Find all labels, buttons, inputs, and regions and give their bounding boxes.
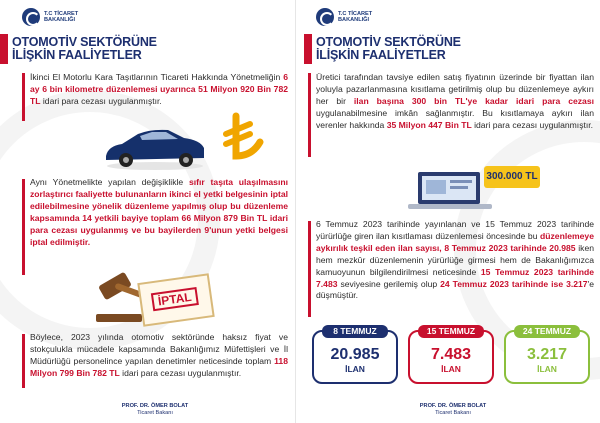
title-line-1: OTOMOTİV SEKTÖRÜNE bbox=[316, 35, 461, 49]
paragraph-rule bbox=[308, 73, 311, 157]
paragraph-2: 6 Temmuz 2023 tarihinde yayınlanan ve 15 Temmuz 2023 tarihinde yürürlüğe giren ilan kısıtlaması düzenlemesi öncesinde bu düzenlemeye aykırılık teşkil eden ilan sayısı, 8 Temmuz 2023 tarihinde 20.985 iken hem mezkûr düzenlemenin yürürlüğe girmesi hem de Bakanlığımızca kamuoyunun bilgilendirilmesi neticesinde 15 Temmuz 2023 tarihinde 7.483 seviyesine gerilemiş olup 24 Temmuz 2023 tarihinde ise 3.217'e düşmüştür. bbox=[316, 219, 594, 301]
paragraph-rule bbox=[22, 179, 25, 275]
ministry-logo-text: T.C TİCARET BAKANLIĞI bbox=[44, 10, 79, 23]
counter-value: 7.483 bbox=[430, 346, 472, 363]
paragraph-3: Böylece, 2023 yılında otomotiv sektöründe haksız fiyat ve stokçulukla mücadele kapsamında Bakanlığımız Müfettişleri ve İl Müdürlüğü personelince yapılan denetimler neticesinde toplam 118 Milyon 799 Bin 782 TL idari para cezası uygulanmıştır. bbox=[30, 332, 288, 378]
counter-label: 15 TEMMUZ bbox=[418, 325, 484, 338]
ministry-logo bbox=[22, 8, 90, 26]
counter-unit: İLAN bbox=[537, 364, 557, 374]
paragraph-1: Üretici tarafından tavsiye edilen satış fiyatının üzerinde bir fiyattan ilan yoluyla pazarlanmasına kısıtlama getirilmiş olup bu düzenlemeye aykırı her bir ilan başına 300 bin TL'ye kadar idari para cezası uygulanabilmesine imkân sağlanmıştır. Bu kısıtlamaya aykırı ilan verenler hakkında 35 Milyon 447 Bin TL idari para cezası uygulanmıştır. bbox=[316, 72, 594, 130]
paragraph-rule bbox=[308, 221, 311, 317]
title-accent-bar bbox=[304, 34, 312, 64]
page-title bbox=[12, 36, 157, 62]
fine-badge: 300.000 TL bbox=[484, 166, 540, 188]
counter-label: 24 TEMMUZ bbox=[514, 325, 580, 338]
cancel-stamp: İPTAL bbox=[151, 287, 199, 311]
title-line-1: OTOMOTİV SEKTÖRÜNE bbox=[12, 35, 157, 49]
paragraph-2: Aynı Yönetmelikte yapılan değişiklikle sıfır taşıta ulaşılmasını zorlaştırıcı faaliyette bulunanların ikinci el yetki belgesinin iptal edilebilmesine yönelik düzenleme yapılmış olup bu düzenleme kapsamında 14 yetkili bayiye toplam 66 Milyon 879 Bin TL idari para cezası uygulanmış ve bu bayilerden 9'unun yetki belgesi iptal edilmiştir. bbox=[30, 177, 288, 247]
left-page bbox=[0, 0, 296, 423]
paragraph-1: İkinci El Motorlu Kara Taşıtlarının Ticareti Hakkında Yönetmeliğin 6 ay 6 bin kilometre düzenlemesi uyarınca 51 Milyon 920 Bin 782 TL idari para cezası uygulanmıştır. bbox=[30, 72, 288, 106]
signature-block bbox=[398, 403, 508, 417]
signatory-name: PROF. DR. ÖMER BOLAT bbox=[419, 403, 487, 409]
right-page bbox=[304, 0, 600, 423]
ministry-emblem-icon bbox=[22, 8, 40, 26]
title-line-2: İLİŞKİN FAALİYETLER bbox=[12, 48, 142, 62]
counter-value: 20.985 bbox=[330, 346, 380, 363]
counter-24-temmuz bbox=[504, 326, 590, 384]
counter-unit: İLAN bbox=[345, 364, 365, 374]
counter-value: 3.217 bbox=[526, 346, 568, 363]
lira-sign-icon bbox=[222, 112, 266, 168]
ministry-logo bbox=[316, 8, 384, 26]
ministry-logo-text: T.C TİCARET BAKANLIĞI bbox=[338, 10, 373, 23]
car-icon bbox=[100, 120, 220, 172]
page-title bbox=[316, 36, 461, 62]
signatory-name: PROF. DR. ÖMER BOLAT bbox=[121, 403, 189, 409]
title-accent-bar bbox=[0, 34, 8, 64]
paragraph-rule bbox=[22, 334, 25, 388]
signature-block bbox=[100, 403, 210, 417]
signatory-role: Ticaret Bakanı bbox=[137, 410, 173, 416]
signatory-role: Ticaret Bakanı bbox=[435, 410, 471, 416]
laptop-icon bbox=[404, 168, 496, 212]
paragraph-rule bbox=[22, 73, 25, 121]
counter-8-temmuz bbox=[312, 326, 398, 384]
counter-unit: İLAN bbox=[441, 364, 461, 374]
ministry-emblem-icon bbox=[316, 8, 334, 26]
counter-15-temmuz bbox=[408, 326, 494, 384]
counter-label: 8 TEMMUZ bbox=[322, 325, 388, 338]
title-line-2: İLİŞKİN FAALİYETLER bbox=[316, 48, 446, 62]
